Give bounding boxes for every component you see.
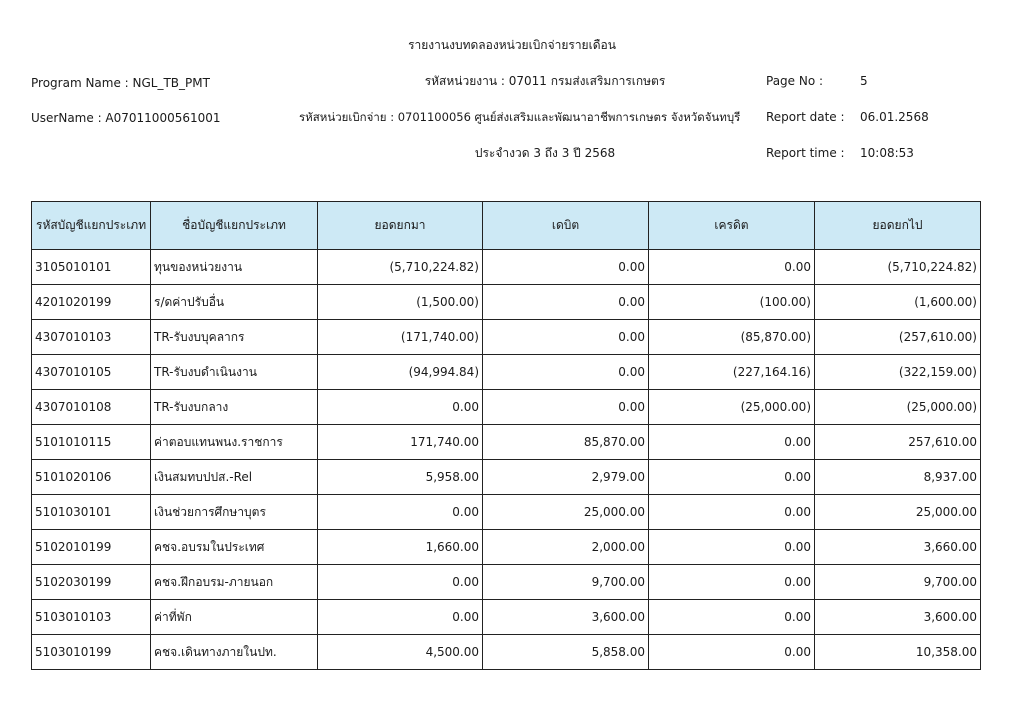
cell-credit: 0.00 [649,565,815,600]
cell-debit: 9,700.00 [483,565,649,600]
cell-brought-forward: 0.00 [318,390,483,425]
cell-account-code: 4307010103 [32,320,151,355]
cell-credit: 0.00 [649,495,815,530]
cell-carried-forward: 10,358.00 [815,635,981,670]
cell-carried-forward: 9,700.00 [815,565,981,600]
col-header-brought-forward: ยอดยกมา [318,202,483,250]
table-header-row [32,202,981,250]
cell-account-name: TR-รับงบบุคลากร [151,320,318,355]
table-row [32,600,981,635]
cell-brought-forward: (171,740.00) [318,320,483,355]
report-time-label: Report time : [766,146,845,160]
cell-carried-forward: (322,159.00) [815,355,981,390]
cell-account-code: 4201020199 [32,285,151,320]
table-row [32,425,981,460]
disbursing-unit: รหัสหน่วยเบิกจ่าย : 0701100056 ศูนย์ส่งเสริมและพัฒนาอาชีพการเกษตร จังหวัดจันทบุรี [299,110,741,124]
col-header-carried-forward: ยอดยกไป [815,202,981,250]
cell-account-code: 3105010101 [32,250,151,285]
cell-account-code: 5102030199 [32,565,151,600]
cell-carried-forward: 8,937.00 [815,460,981,495]
table-row [32,530,981,565]
trial-balance-table [31,201,981,670]
username: UserName : A07011000561001 [31,111,221,125]
cell-debit: 25,000.00 [483,495,649,530]
cell-account-name: ค่าที่พัก [151,600,318,635]
table-row [32,250,981,285]
table-row [32,495,981,530]
page-no: 5 [860,74,868,88]
cell-carried-forward: (5,710,224.82) [815,250,981,285]
cell-brought-forward: 0.00 [318,600,483,635]
cell-account-code: 4307010108 [32,390,151,425]
cell-brought-forward: (1,500.00) [318,285,483,320]
cell-debit: 5,858.00 [483,635,649,670]
cell-account-name: ร/ดค่าปรับอื่น [151,285,318,320]
cell-credit: (227,164.16) [649,355,815,390]
cell-carried-forward: (1,600.00) [815,285,981,320]
cell-brought-forward: 1,660.00 [318,530,483,565]
cell-credit: 0.00 [649,425,815,460]
cell-debit: 0.00 [483,285,649,320]
cell-account-name: ทุนของหน่วยงาน [151,250,318,285]
cell-credit: 0.00 [649,250,815,285]
col-header-account-name: ชื่อบัญชีแยกประเภท [151,202,318,250]
cell-debit: 0.00 [483,250,649,285]
table-row [32,285,981,320]
cell-account-name: TR-รับงบกลาง [151,390,318,425]
cell-brought-forward: (94,994.84) [318,355,483,390]
cell-account-code: 4307010105 [32,355,151,390]
program-name: Program Name : NGL_TB_PMT [31,76,210,90]
cell-brought-forward: 4,500.00 [318,635,483,670]
table-row [32,390,981,425]
cell-debit: 3,600.00 [483,600,649,635]
report-time: 10:08:53 [860,146,914,160]
cell-debit: 2,000.00 [483,530,649,565]
cell-carried-forward: 3,660.00 [815,530,981,565]
cell-debit: 0.00 [483,355,649,390]
cell-carried-forward: 25,000.00 [815,495,981,530]
cell-account-name: เงินช่วยการศึกษาบุตร [151,495,318,530]
col-header-debit: เดบิต [483,202,649,250]
cell-debit: 85,870.00 [483,425,649,460]
col-header-account-code: รหัสบัญชีแยกประเภท [32,202,151,250]
cell-account-name: ค่าตอบแทนพนง.ราชการ [151,425,318,460]
cell-credit: (100.00) [649,285,815,320]
cell-debit: 0.00 [483,320,649,355]
report-title: รายงานงบทดลองหน่วยเบิกจ่ายรายเดือน [408,38,616,52]
col-header-credit: เครดิต [649,202,815,250]
cell-account-name: คชจ.ฝึกอบรม-ภายนอก [151,565,318,600]
period: ประจำงวด 3 ถึง 3 ปี 2568 [474,146,616,160]
cell-account-code: 5101030101 [32,495,151,530]
cell-brought-forward: 0.00 [318,565,483,600]
report-date: 06.01.2568 [860,110,929,124]
cell-account-code: 5103010103 [32,600,151,635]
table-row [32,320,981,355]
table-row [32,460,981,495]
cell-carried-forward: (257,610.00) [815,320,981,355]
agency-code: รหัสหน่วยงาน : 07011 กรมส่งเสริมการเกษตร [424,74,666,88]
cell-account-name: TR-รับงบดำเนินงาน [151,355,318,390]
cell-credit: 0.00 [649,600,815,635]
cell-credit: 0.00 [649,530,815,565]
cell-credit: (85,870.00) [649,320,815,355]
cell-carried-forward: 257,610.00 [815,425,981,460]
cell-account-code: 5101020106 [32,460,151,495]
cell-account-name: เงินสมทบปปส.-Rel [151,460,318,495]
cell-account-name: คชจ.เดินทางภายในปท. [151,635,318,670]
cell-debit: 2,979.00 [483,460,649,495]
cell-account-code: 5102010199 [32,530,151,565]
cell-account-name: คชจ.อบรมในประเทศ [151,530,318,565]
cell-brought-forward: 0.00 [318,495,483,530]
cell-debit: 0.00 [483,390,649,425]
table-row [32,635,981,670]
table-row [32,355,981,390]
report-date-label: Report date : [766,110,845,124]
page-no-label: Page No : [766,74,824,88]
cell-credit: 0.00 [649,635,815,670]
table-row [32,565,981,600]
cell-account-code: 5101010115 [32,425,151,460]
cell-credit: (25,000.00) [649,390,815,425]
cell-account-code: 5103010199 [32,635,151,670]
cell-brought-forward: (5,710,224.82) [318,250,483,285]
cell-carried-forward: (25,000.00) [815,390,981,425]
cell-brought-forward: 5,958.00 [318,460,483,495]
cell-credit: 0.00 [649,460,815,495]
cell-carried-forward: 3,600.00 [815,600,981,635]
cell-brought-forward: 171,740.00 [318,425,483,460]
